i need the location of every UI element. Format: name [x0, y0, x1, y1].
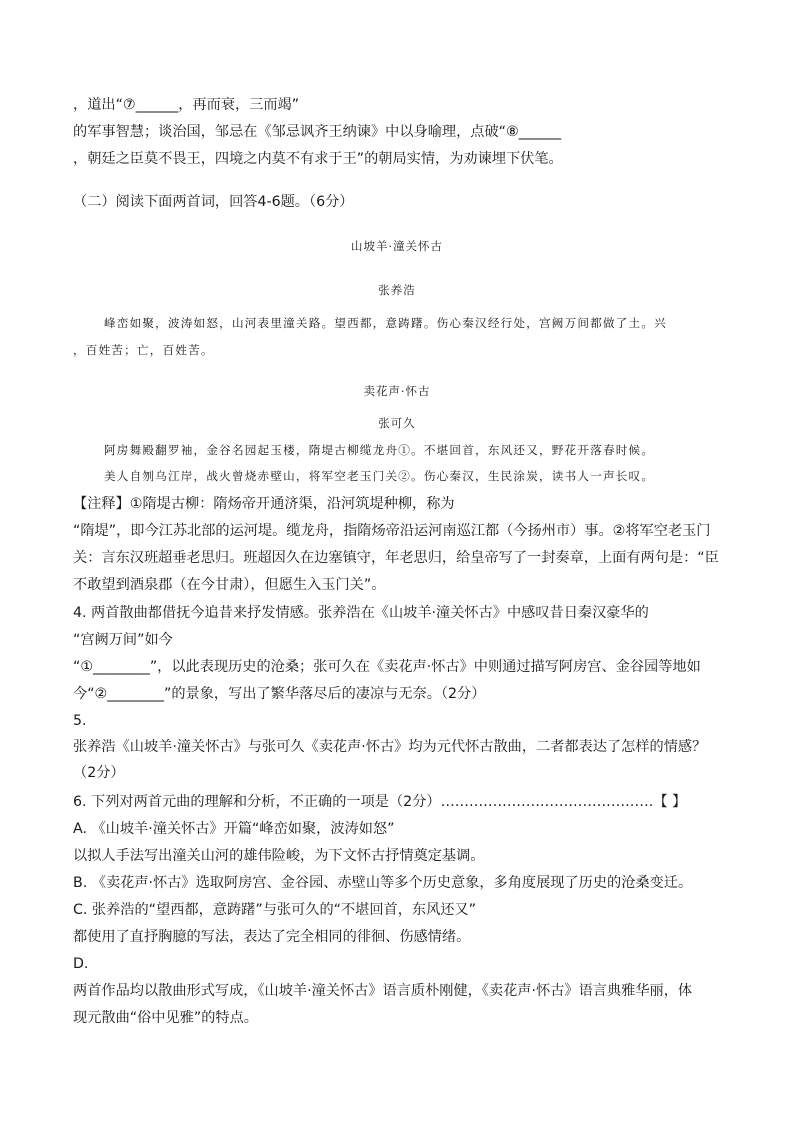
- poem1-author: 张养浩: [378, 283, 416, 297]
- option-c: C. 张养浩的“望西都，意踌躇”与张可久的“不堪回首，东风还又”: [73, 902, 477, 918]
- option-a: A. 《山坡羊·潼关怀古》开篇“峰峦如聚，波涛如怒”: [73, 821, 395, 837]
- question-4-line: “宫阙万间”如今: [73, 632, 173, 648]
- option-a-cont: 以拟人手法写出潼关山河的雄伟险峻，为下文怀古抒情奠定基调。: [73, 848, 485, 864]
- option-d: D.: [73, 956, 89, 972]
- note-line: 关：言东汉班超垂老思归。班超因久在边塞镇守，年老思归，给皇帝写了一封奏章，上面有两句是：“臣: [73, 550, 719, 566]
- section-heading: （二）阅读下面两首词，回答4-6题。（6分）: [73, 194, 354, 210]
- question-5-line: 张养浩《山坡羊·潼关怀古》与张可久《卖花声·怀古》均为元代怀古散曲，二者都表达了怎样的情感？: [73, 739, 707, 755]
- poem1-line: ，百姓苦；亡，百姓苦。: [73, 343, 214, 357]
- question-4-line: “①________”，以此表现历史的沧桑；张可久在《卖花声·怀古》中则通过描写阿房宫、金谷园等地如: [73, 659, 701, 675]
- poem1-title: 山坡羊·潼关怀古: [351, 239, 443, 253]
- question-6-line: 6. 下列对两首元曲的理解和分析，不正确的一项是（2分）………………………………………【 】: [73, 794, 687, 810]
- poem2-line: 美人自刎乌江岸，战火曾烧赤壁山，将军空老玉门关②。伤心秦汉，生民涂炭，读书人一声长叹。: [104, 469, 655, 483]
- note-line: 不敢望到酒泉郡（在今甘肃），但愿生入玉门关”。: [73, 577, 386, 593]
- poem2-title: 卖花声·怀古: [363, 384, 431, 398]
- note-line: “隋堤”，即今江苏北部的运河堤。缆龙舟，指隋炀帝沿运河南巡江都（今扬州市）事。②将军空老玉门: [73, 523, 711, 539]
- poem1-line: 峰峦如聚，波涛如怒，山河表里潼关路。望西都，意踌躇。伤心秦汉经行处，宫阙万间都做了土。兴: [104, 316, 667, 330]
- question-5-line: （2分）: [73, 765, 125, 781]
- poem2-author: 张可久: [378, 416, 416, 430]
- text-line: ，道出“⑦______，再而衰，三而竭”: [73, 97, 300, 113]
- option-b: B. 《卖花声·怀古》选取阿房宫、金谷园、赤壁山等多个历史意象，多角度展现了历史的沧桑变迁。: [73, 875, 693, 891]
- question-4-line: 今“②________”的景象，写出了繁华落尽后的凄凉与无奈。（2分）: [73, 686, 486, 702]
- poem2-line: 阿房舞殿翻罗袖，金谷名园起玉楼，隋堤古柳缆龙舟①。不堪回首，东风还又，野花开落春时候。: [104, 443, 655, 457]
- text-line: 的军事智慧；谈治国，邹忌在《邹忌讽齐王纳谏》中以身喻理，点破“⑧______: [73, 124, 562, 140]
- option-d-cont: 现元散曲“俗中见雅”的特点。: [73, 1010, 258, 1026]
- text-line: ，朝廷之臣莫不畏王，四境之内莫不有求于王”的朝局实情，为劝谏埋下伏笔。: [73, 151, 563, 167]
- option-c-cont: 都使用了直抒胸臆的写法，表达了完全相同的徘徊、伤感情绪。: [73, 929, 471, 945]
- question-4-line: 4. 两首散曲都借抚今追昔来抒发情感。张养浩在《山坡羊·潼关怀古》中感叹昔日秦汉豪华的: [73, 605, 649, 621]
- option-d-cont: 两首作品均以散曲形式写成，《山坡羊·潼关怀古》语言质朴刚健，《卖花声·怀古》语言典雅华丽，体: [73, 983, 693, 999]
- question-5-number: 5.: [73, 713, 87, 729]
- note-line: 【注释】①隋堤古柳：隋炀帝开通济渠，沿河筑堤种柳，称为: [73, 496, 455, 512]
